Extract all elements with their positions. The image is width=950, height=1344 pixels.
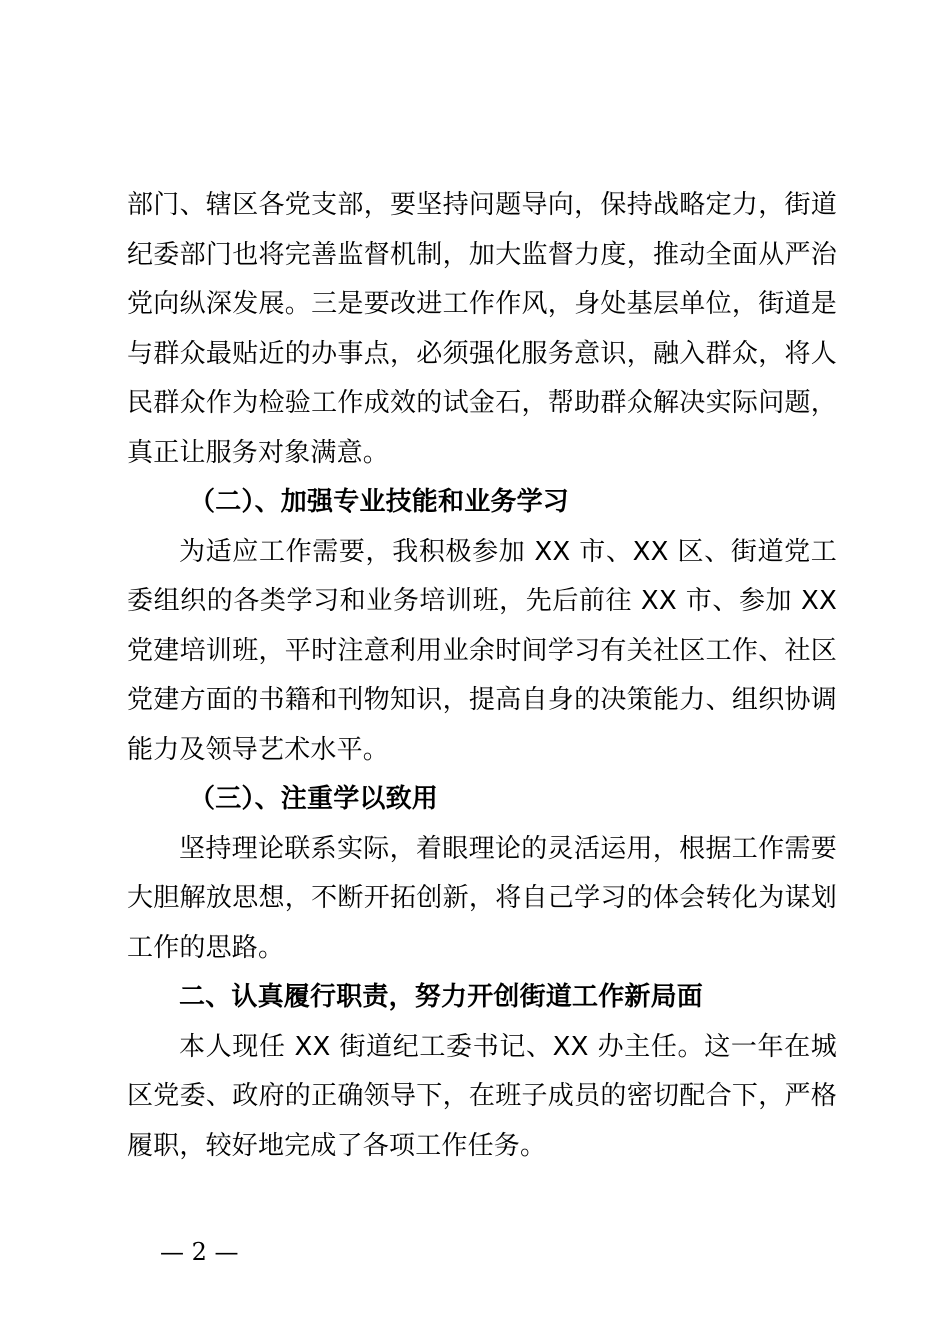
paragraph-duties: 本人现任 XX 街道纪工委书记、XX 办主任。这一年在城区党委、政府的正确领导下，在班子成员的密切配合下，严格履职，较好地完成了各项工作任务。	[127, 1031, 837, 1161]
document-body	[127, 181, 837, 1171]
paragraph-study: 为适应工作需要，我积极参加 XX 市、XX 区、街道党工委组织的各类学习和业务培训班，先后前往 XX 市、参加 XX 党建培训班，平时注意利用业余时间学习有关社区工作、社区党建方面的书籍和刊物知识，提高自身的决策能力、组织协调能力及领导艺术水平。	[127, 536, 837, 765]
section-heading-3: （三）、注重学以致用	[189, 784, 439, 814]
main-heading-2: 二、认真履行职责，努力开创街道工作新局面	[179, 982, 704, 1012]
paragraph-continuation: 部门、辖区各党支部，要坚持问题导向，保持战略定力，街道纪委部门也将完善监督机制，加大监督力度，推动全面从严治党向纵深发展。三是要改进工作作风，身处基层单位，街道是与群众最贴近的办事点，必须强化服务意识，融入群众，将人民群众作为检验工作成效的试金石，帮助群众解决实际问题，真正让服务对象满意。	[127, 190, 837, 468]
paragraph-application: 坚持理论联系实际，着眼理论的灵活运用，根据工作需要大胆解放思想，不断开拓创新，将自己学习的体会转化为谋划工作的思路。	[127, 833, 837, 963]
page-number: — 2 —	[160, 1238, 239, 1266]
section-heading-2: （二）、加强专业技能和业务学习	[189, 487, 570, 517]
